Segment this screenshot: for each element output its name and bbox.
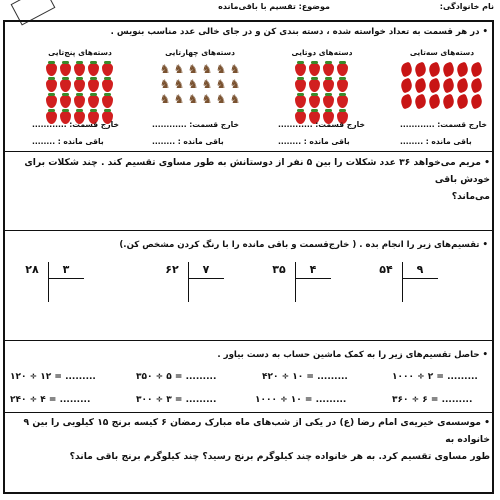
q3-instruction: • تقسیم‌های زیر را انجام بده . ( خارج‌قسمت و باقی مانده را با رنگ کردن مشخص کن.) bbox=[119, 240, 488, 250]
chili-pepper-icon bbox=[469, 62, 484, 78]
strawberry-icon bbox=[88, 95, 99, 108]
q2-text bbox=[10, 154, 490, 205]
chili-pepper-icon bbox=[469, 78, 484, 94]
section-divider bbox=[3, 151, 494, 152]
strawberry-icon bbox=[60, 63, 71, 76]
quotient-blank[interactable]: خارج قسمت: ............ bbox=[400, 120, 487, 129]
horse-icon: ♞ bbox=[229, 92, 241, 106]
horse-icon: ♞ bbox=[201, 77, 213, 91]
remainder-blank[interactable]: باقی مانده : ........ bbox=[400, 137, 472, 146]
strawberry-icon bbox=[88, 79, 99, 92]
chili-pepper-icon bbox=[441, 62, 456, 78]
strawberry-icon bbox=[309, 79, 320, 92]
calc-item[interactable]: ۲۴۰ ÷ ۴ = ......... bbox=[10, 395, 91, 405]
q1-instruction: • در هر قسمت به تعداد خواسته شده ، دسته بندی کن و در جای خالی عدد مناسب بنویس . bbox=[110, 27, 488, 37]
horse-icon: ♞ bbox=[173, 92, 185, 106]
group-label: دسته‌های دوتایی bbox=[291, 48, 353, 57]
strawberry-icon bbox=[74, 63, 85, 76]
name-label: نام خانوادگی: bbox=[439, 2, 494, 11]
dividend: ۵۴ bbox=[379, 263, 393, 276]
chili-pepper-icon bbox=[455, 62, 470, 78]
chili-pepper-icon bbox=[441, 94, 456, 110]
group-label: دسته‌های سه‌تایی bbox=[409, 48, 475, 57]
chili-pepper-icon bbox=[469, 94, 484, 110]
horse-icon: ♞ bbox=[215, 77, 227, 91]
quotient-blank[interactable]: خارج قسمت: ............ bbox=[278, 120, 365, 129]
divisor: ۷ bbox=[202, 263, 210, 276]
divisor: ۳ bbox=[62, 263, 70, 276]
horse-icon: ♞ bbox=[159, 62, 171, 76]
strawberry-icon bbox=[46, 95, 57, 108]
horse-icon: ♞ bbox=[215, 62, 227, 76]
remainder-blank[interactable]: باقی مانده : ........ bbox=[152, 137, 224, 146]
calc-item[interactable]: ۱۰۰۰ ÷ ۱۰ = ......... bbox=[255, 395, 347, 405]
divisor: ۴ bbox=[309, 263, 317, 276]
division-problem bbox=[18, 262, 88, 302]
q2-line2: می‌ماند؟ bbox=[451, 191, 490, 202]
group-twos bbox=[272, 48, 372, 124]
strawberry-icon bbox=[102, 63, 113, 76]
chili-pepper-icon bbox=[427, 78, 442, 94]
strawberry-grid bbox=[30, 63, 130, 124]
chili-pepper-icon bbox=[427, 62, 442, 78]
chili-pepper-icon bbox=[413, 94, 428, 110]
horse-icon: ♞ bbox=[201, 62, 213, 76]
horse-icon: ♞ bbox=[229, 62, 241, 76]
dividend: ۲۸ bbox=[25, 263, 39, 276]
horse-icon: ♞ bbox=[215, 92, 227, 106]
horse-icon: ♞ bbox=[187, 62, 199, 76]
strawberry-icon bbox=[295, 63, 306, 76]
q5-text bbox=[10, 414, 490, 465]
strawberry-icon bbox=[337, 79, 348, 92]
strawberry-icon bbox=[88, 63, 99, 76]
division-problem bbox=[265, 262, 335, 302]
section-divider bbox=[3, 412, 494, 413]
strawberry-icon bbox=[60, 79, 71, 92]
chili-pepper-icon bbox=[441, 78, 456, 94]
group-label: دسته‌های چهارتایی bbox=[165, 48, 235, 57]
strawberry-icon bbox=[46, 79, 57, 92]
horse-icon: ♞ bbox=[159, 77, 171, 91]
section-divider bbox=[3, 230, 494, 231]
strawberry-icon bbox=[309, 95, 320, 108]
section-divider bbox=[3, 340, 494, 341]
group-fives bbox=[30, 48, 130, 124]
q2-line1: • مریم می‌خواهد ۳۶ عدد شکلات را بین ۵ نفر از دوستانش به طور مساوی تقسیم کند . چند شکلات برای خودش باقی bbox=[24, 157, 490, 185]
division-problem bbox=[372, 262, 442, 302]
strawberry-icon bbox=[309, 63, 320, 76]
calc-item[interactable]: ۳۵۰ ÷ ۵ = ......... bbox=[136, 372, 217, 382]
chili-pepper-icon bbox=[455, 78, 470, 94]
strawberry-icon bbox=[295, 95, 306, 108]
chili-pepper-icon bbox=[399, 94, 414, 110]
chili-pepper-icon bbox=[413, 78, 428, 94]
horse-icon: ♞ bbox=[187, 77, 199, 91]
pepper-grid bbox=[392, 63, 492, 108]
strawberry-icon bbox=[46, 63, 57, 76]
strawberry-icon bbox=[74, 95, 85, 108]
chili-pepper-icon bbox=[427, 94, 442, 110]
strawberry-icon bbox=[295, 79, 306, 92]
chili-pepper-icon bbox=[399, 62, 414, 78]
strawberry-grid bbox=[272, 63, 372, 124]
quotient-blank[interactable]: خارج قسمت: ............ bbox=[152, 120, 239, 129]
dividend: ۶۲ bbox=[165, 263, 179, 276]
strawberry-icon bbox=[323, 63, 334, 76]
horse-icon: ♞ bbox=[173, 62, 185, 76]
chili-pepper-icon bbox=[413, 62, 428, 78]
calc-item[interactable]: ۱۲۰ ÷ ۱۲ = ......... bbox=[10, 372, 96, 382]
chili-pepper-icon bbox=[455, 94, 470, 110]
horse-icon: ♞ bbox=[159, 92, 171, 106]
division-problem bbox=[158, 262, 228, 302]
group-threes bbox=[392, 48, 492, 108]
strawberry-icon bbox=[323, 95, 334, 108]
remainder-blank[interactable]: باقی مانده : ........ bbox=[278, 137, 350, 146]
strawberry-icon bbox=[60, 95, 71, 108]
remainder-blank[interactable]: باقی مانده : ........ bbox=[32, 137, 104, 146]
q5-line1: • موسسه‌ی خیریه‌ی امام رضا (ع) در یکی از شب‌های ماه مبارک رمضان ۶ کیسه برنج ۱۵ کیلویی را بین ۹ خانواده به bbox=[23, 417, 490, 445]
topic-label: موضوع: تقسیم با باقی‌مانده bbox=[218, 2, 330, 11]
strawberry-icon bbox=[323, 79, 334, 92]
q4-instruction: • حاصل تقسیم‌های زیر را به کمک ماشین حساب به دست بیاور . bbox=[217, 350, 488, 360]
horse-icon: ♞ bbox=[173, 77, 185, 91]
horse-icon: ♞ bbox=[229, 77, 241, 91]
dividend: ۳۵ bbox=[272, 263, 286, 276]
horse-icon: ♞ bbox=[201, 92, 213, 106]
quotient-blank[interactable]: خارج قسمت: ............ bbox=[32, 120, 119, 129]
strawberry-icon bbox=[102, 79, 113, 92]
chili-pepper-icon bbox=[399, 78, 414, 94]
group-fours bbox=[150, 48, 250, 105]
calc-item[interactable]: ۱۰۰۰ ÷ ۲ = ......... bbox=[392, 372, 478, 382]
strawberry-icon bbox=[337, 63, 348, 76]
strawberry-icon bbox=[102, 95, 113, 108]
horse-icon: ♞ bbox=[187, 92, 199, 106]
calc-item[interactable]: ۴۲۰ ÷ ۱۰ = ......... bbox=[262, 372, 348, 382]
strawberry-icon bbox=[337, 95, 348, 108]
calc-item[interactable]: ۳۶۰ ÷ ۶ = ......... bbox=[392, 395, 473, 405]
group-label: دسته‌های پنج‌تایی bbox=[48, 48, 112, 57]
calc-item[interactable]: ۳۰۰ ÷ ۳ = ......... bbox=[136, 395, 217, 405]
divisor: ۹ bbox=[416, 263, 424, 276]
q5-line2: طور مساوی تقسیم کرد. به هر خانواده چند کیلوگرم برنج رسید؟ چند کیلوگرم برنج باقی ماند؟ bbox=[69, 451, 490, 462]
horse-grid bbox=[150, 63, 250, 105]
strawberry-icon bbox=[74, 79, 85, 92]
